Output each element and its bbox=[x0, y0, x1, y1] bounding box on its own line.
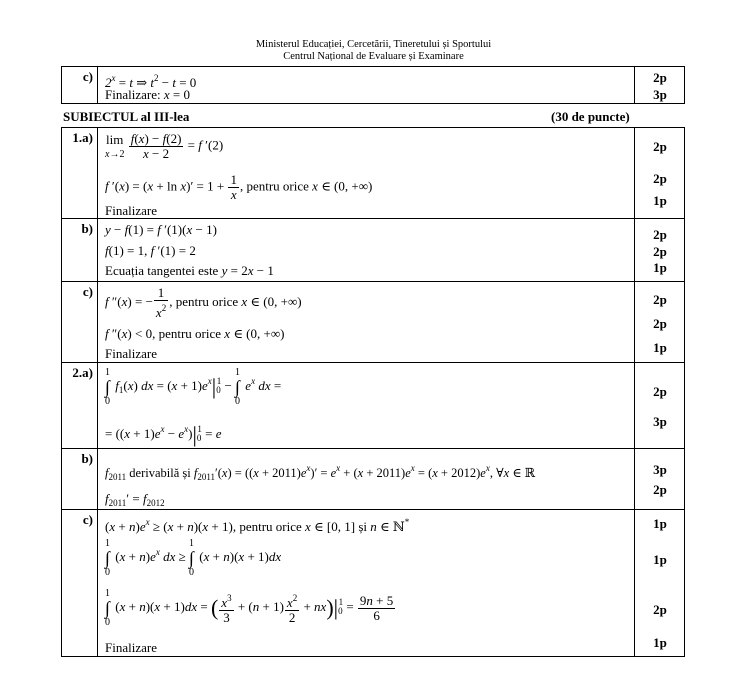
points-column bbox=[634, 510, 684, 656]
row-2b bbox=[61, 449, 685, 510]
points-column bbox=[634, 67, 684, 103]
formula-line: $f_{2011}' = f_{2012}$ bbox=[105, 491, 165, 508]
subject-points: (30 de puncte) bbox=[551, 109, 630, 124]
points: 2p bbox=[653, 244, 667, 259]
final-line: Finalizare bbox=[105, 346, 157, 361]
points: 2p bbox=[653, 602, 667, 617]
formula-line: f ″(x) < 0, pentru orice x ∈ (0, +∞) bbox=[105, 326, 285, 341]
formula-line: 1 ∫ 0 $f_1(x)$ dx = $(x + 1)e^x|_0^1 - 1$ ∫ 0 $e^x$ dx = bbox=[105, 367, 282, 407]
row-label: 1.a) bbox=[62, 128, 98, 218]
points: 3p bbox=[653, 414, 667, 429]
formula-line: = $((x + 1)e^x - e^x)|_0^1 = e$ bbox=[105, 422, 222, 448]
row-2a bbox=[61, 363, 685, 449]
points: 1p bbox=[653, 516, 667, 531]
formula-line: f ′(x) = (x + ln x)′ = 1 + $\frac{1}{x}$ , pentru orice x ∈ (0, +∞) bbox=[105, 172, 373, 202]
final-line: Finalizare: x = 0 bbox=[105, 87, 190, 102]
points: 3p bbox=[653, 87, 667, 102]
formula-line: $2^x = t$ ⇒ $t^2 - t = 0$ bbox=[105, 73, 197, 90]
points: 1p bbox=[653, 260, 667, 275]
row-1b bbox=[61, 219, 685, 282]
formula-line: $(x + n)e^x \ge (x + n)(x + 1)$, pentru orice x ∈ [0, 1] și n ∈ ℕ* bbox=[105, 517, 410, 534]
points: 2p bbox=[653, 482, 667, 497]
row-2c bbox=[61, 510, 685, 657]
row-label: b) bbox=[62, 449, 98, 509]
formula-line: f ″(x) = − $\frac{1}{x^2}$ , pentru orice x ∈ (0, +∞) bbox=[105, 285, 302, 320]
formula-line: 1 ∫ 0 $(x + n)e^x$ dx ≥ 1 ∫ 0 (x + n)(x + 1)dx bbox=[105, 538, 282, 578]
subject-title: SUBIECTUL al III-lea bbox=[63, 109, 190, 124]
points: 2p bbox=[653, 316, 667, 331]
points-column bbox=[634, 449, 684, 509]
points: 2p bbox=[653, 70, 667, 85]
row-label: c) bbox=[62, 282, 98, 362]
header-line-1: Ministerul Educației, Cercetării, Tineretului și Sportului bbox=[255, 39, 492, 50]
formula-line: f(1) = 1, f ′(1) = 2 bbox=[105, 243, 196, 258]
points: 2p bbox=[653, 227, 667, 242]
points: 1p bbox=[653, 635, 667, 650]
row-1a bbox=[61, 127, 685, 219]
formula-line: lim x→2 $\frac{f(x) - f(2)}{x - 2}$ = f ′(2) bbox=[105, 131, 224, 161]
points-column bbox=[634, 128, 684, 218]
formula-line: $f_{2011}$ derivabilă și $f_{2011}'(x) = ((x + 2011)e^x)' = e^x + (x + 2011)e^x = (x + 2012)e^x$, ∀x ∈ ℝ bbox=[105, 463, 536, 482]
points: 1p bbox=[653, 552, 667, 567]
points: 2p bbox=[653, 384, 667, 399]
points: 2p bbox=[653, 171, 667, 186]
points-column bbox=[634, 219, 684, 281]
points-column bbox=[634, 363, 684, 448]
points: 2p bbox=[653, 139, 667, 154]
final-line: Finalizare bbox=[105, 203, 157, 218]
points: 3p bbox=[653, 462, 667, 477]
points: 1p bbox=[653, 193, 667, 208]
row-label: b) bbox=[62, 219, 98, 281]
header-line-2: Centrul Național de Evaluare și Examinare bbox=[283, 51, 464, 62]
points: 1p bbox=[653, 340, 667, 355]
row-part2-c bbox=[61, 66, 685, 104]
row-label: c) bbox=[62, 510, 98, 656]
row-label: c) bbox=[62, 67, 98, 103]
final-line: Finalizare bbox=[105, 640, 157, 655]
final-line: Ecuația tangentei este y = 2x − 1 bbox=[105, 263, 274, 278]
formula-line: y − f(1) = f ′(1)(x − 1) bbox=[105, 222, 217, 237]
row-label: 2.a) bbox=[62, 363, 98, 448]
points: 2p bbox=[653, 292, 667, 307]
points-column bbox=[634, 282, 684, 362]
row-1c bbox=[61, 282, 685, 363]
formula-line: 1 ∫ 0 (x + n)(x + 1)dx = ( $\frac{x^3}{3}$ + (n + 1) $\frac{x^2}{2}$ + $nx)|_0^1$ = $\frac{9n + 5}{6}$ bbox=[105, 588, 394, 628]
